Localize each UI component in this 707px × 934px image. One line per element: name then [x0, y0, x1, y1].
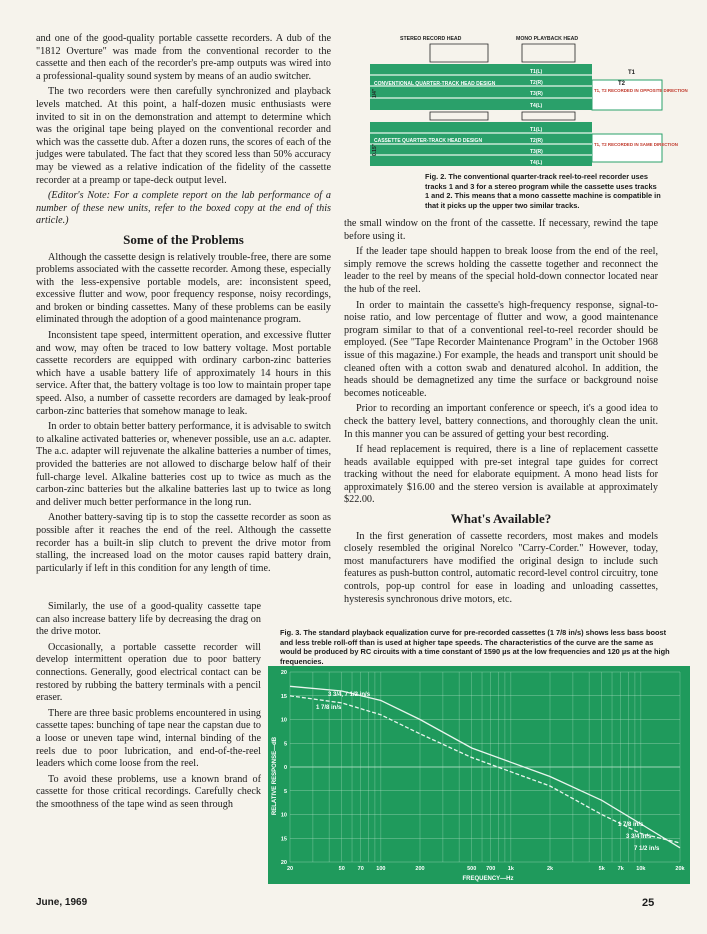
paragraph: Prior to recording an important conference or speech, it's a good idea to check the battery level, battery connections, and thoroughly clean the unit. In this manner you can be assured of getting your best recording. — [344, 403, 658, 440]
x-tick-label: 7k — [617, 866, 624, 872]
x-tick-label: 20k — [675, 866, 685, 872]
paragraph: In order to maintain the cassette's high-frequency response, signal-to-noise ratio, and low percentage of flutter and wow, a good maintenance program similar to that of a conventional reel-to-reel recorder should be employed. (See "Tape Recorder Maintenance Program" in the October 1968 issue of this magazine.) For example, the heads and transport unit should be cleaned often with a cotton swab and denatured alcohol. In addition, the heads should be demagnetized any time the surface or background noise becomes noticeable. — [344, 299, 658, 399]
x-tick-label: 200 — [415, 866, 425, 872]
x-axis-label: FREQUENCY—Hz — [462, 876, 514, 882]
track-label: T4(L) — [530, 160, 543, 166]
y-tick-label: 20 — [280, 670, 287, 676]
series-label: 1 7/8 in/s — [618, 822, 644, 828]
top-right-label: T1, T2 RECORDED IN OPPOSITE DIRECTION — [594, 88, 688, 93]
fig3-caption: Fig. 3. The standard playback equalization curve for pre-recorded cassettes (1 7/8 in/s) shows less bass boost and less treble roll-off than is used at higher tape speeds. The characteristics of the curve are the same as would be produced by RC circuits with a time constant of 1590 µs at the low frequencies and 120 µs at the high frequencies. — [280, 628, 670, 666]
paragraph: Occasionally, a portable cassette recorder will develop intermittent operation due to poor battery connections. Generally, good electrical contact can be restored by rubbing the battery terminals with a pencil eraser. — [36, 641, 261, 704]
dim-top: 1/4" — [372, 88, 378, 98]
series-label: 7 1/2 in/s — [634, 846, 660, 852]
paragraph: To avoid these problems, use a known brand of cassette for those critical recordings. Carefully check the smoothness of the tape wind as seen through — [36, 773, 261, 810]
y-tick-label: 10 — [280, 812, 287, 819]
paragraph: the small window on the front of the cassette. If necessary, rewind the tape before using it. — [344, 218, 658, 242]
paragraph: The two recorders were then carefully synchronized and playback levels matched. At this point, a half-dozen music enthusiasts were invited to sit in on the demonstration and attempt to determine which was the original tape being played on the conventional recorder and which was the cassette dub. After a dozen runs, the scores of each of the judges were tabulated. The fact that they scored less than 50% accuracy may be viewed as a relative indication of the fidelity of the cassette recorder at a preamp or tape-deck output level. — [36, 86, 331, 186]
paragraph: There are three basic problems encountered in using cassette tapes: bunching of tape near the capstan due to a loose or uneven tape wind, internal binding of the reels due to poor lubrication, and end-of-the-reel leaders which come loose from the reel. — [36, 707, 262, 770]
track-label: T4(L) — [530, 103, 543, 109]
paragraph: In order to obtain better battery performance, it is advisable to switch to alkaline activated batteries or, whenever possible, use an a.c. adapter. The a.c. adapter will rejuvenate the alkaline batteries a number of times, provided the batteries are not allowed to discharge below half of their full-charge level. Alkaline batteries cost up to twice as much as the carbon-zinc batteries but the alkaline batteries last up to twice as long and deliver much better performance in the long run. — [36, 421, 331, 508]
y-tick-label: 10 — [280, 717, 287, 724]
x-tick-label: 1k — [507, 866, 514, 872]
x-tick-label: 20 — [286, 866, 294, 872]
series-label: 3 3/4, 7 1/2 in/s — [328, 692, 371, 698]
section-heading: Some of the Problems — [123, 231, 244, 247]
track-label: T1(L) — [530, 127, 543, 133]
x-tick-label: 500 — [467, 866, 477, 872]
paragraph: If head replacement is required, there is a line of replacement cassette heads available equipped with pre-set integral tape guides for correct tracking without the need for elaborate equipment. A mono head lists for approximately $16.00 and the stereo version is available at approximately $22.00. — [344, 444, 658, 506]
track-label: T1(L) — [530, 69, 543, 75]
mono-head-label: MONO PLAYBACK HEAD — [516, 36, 579, 42]
paragraph: Inconsistent tape speed, intermittent operation, and excessive flutter and wow, may often be traced to low battery voltage. Most portable cassette recorders are equipped with ordinary carbon-zinc batteries which have a usable battery life of approximately 14 hours in this service. After that, the battery voltage is too low to maintain proper tape speed. Also, a number of cassette recorders are damaged by leak-proof carbon-zinc batteries that somehow manage to leak. — [36, 330, 331, 417]
editor-note: (Editor's Note: For a complete report on the lab performance of a number of these new units, refer to the boxed copy at the end of this article.) — [36, 190, 331, 227]
x-tick-label: 70 — [357, 866, 364, 872]
top-note-box — [592, 80, 662, 110]
bottom-note-box — [592, 134, 662, 162]
fig2-caption: Fig. 2. The conventional quarter-track reel-to-reel recorder uses tracks 1 and 3 for a stereo program while the cassette uses tracks 1 and 2. This means that a mono cassette machine is compatible in that it picks up the upper two similar tracks. — [425, 172, 661, 210]
stereo-head-label: STEREO RECORD HEAD — [400, 36, 462, 42]
y-tick-label: 5 — [283, 788, 287, 795]
paragraph: In the first generation of cassette recorders, most makes and models closely resembled the original Norelco "Carry-Corder." However, today, most manufacturers have modified the original design to include such features as push-button control, automatic record-level control circuitry, tone controls, pop-up control for ease in loading and unloading cassettes, hysteresis synchronous drive motors, etc. — [344, 530, 658, 605]
right-column — [344, 218, 658, 609]
paragraph: If the leader tape should happen to break loose from the end of the reel, simply remove the screws holding the cassette together and reconnect the leader to the reel by means of the special hold-down connector located near the hub of the reel. — [344, 246, 658, 295]
x-tick-label: 100 — [376, 866, 386, 872]
fig3-equalization-chart — [268, 666, 690, 884]
track-label: T3(R) — [530, 91, 543, 97]
x-tick-label: 2k — [546, 866, 554, 872]
conventional-panel — [370, 64, 592, 110]
page-number: 25 — [642, 897, 655, 909]
paragraph: Although the cassette design is relatively trouble-free, there are some problems associated with the cassette recorder. Among these, especially with the less-expensive portable models, are: inconsistent speed, excessive flutter and wow, poor frequency response, noisy recordings, and broken or binding cassettes. Many of these problems can be easily eliminated through the adoption of a good maintenance program. — [36, 251, 331, 326]
series-label: 3 3/4 in/s — [626, 834, 652, 840]
y-tick-label: 20 — [280, 860, 287, 866]
y-tick-label: 0 — [283, 765, 287, 771]
x-tick-label: 5k — [598, 866, 605, 872]
bottom-right-label: T1, T2 RECORDED IN SAME DIRECTION — [594, 142, 678, 147]
t2-label: T2 — [618, 81, 626, 87]
bottom-left-label: CASSETTE QUARTER-TRACK HEAD DESIGN — [374, 138, 483, 144]
y-tick-label: 15 — [280, 836, 287, 843]
y-tick-label: 15 — [280, 693, 287, 700]
left-column-narrow — [36, 601, 261, 815]
track-label: T2(R) — [530, 138, 543, 144]
y-axis-label: RELATIVE RESPONSE—dB — [272, 736, 278, 816]
track-label: T2(R) — [530, 80, 543, 86]
track-label: T3(R) — [530, 149, 543, 155]
chart-background — [268, 666, 690, 884]
paragraph: Similarly, the use of a good-quality cassette tape can also increase battery life by decreasing the drag on the drive motor. — [36, 601, 261, 638]
x-tick-label: 50 — [338, 866, 345, 872]
left-column — [36, 33, 331, 578]
top-left-label: CONVENTIONAL QUARTER-TRACK HEAD DESIGN — [374, 81, 496, 87]
y-tick-label: 5 — [283, 741, 287, 748]
fig2-head-diagram — [370, 32, 688, 170]
x-tick-label: 10k — [636, 866, 646, 872]
dim-bottom: 0.15" — [372, 143, 378, 156]
footer-date: June, 1969 — [36, 897, 88, 908]
series-label: 1 7/8 in/s — [316, 705, 342, 711]
x-tick-label: 700 — [486, 866, 496, 872]
paragraph: and one of the good-quality portable cassette recorders. A dub of the "1812 Overture" was made from the conventional recorder to the cassette and then each of the recorder's pre-amp outputs was wired into a professional-quality sound system by means of an audio switcher. — [36, 33, 331, 82]
section-heading: What's Available? — [450, 511, 552, 527]
t1-label: T1 — [628, 70, 636, 76]
paragraph: Another battery-saving tip is to stop the cassette recorder as soon as possible after it reaches the end of the reel. Although the cassette recorder has a built-in slip clutch to prevent the drive motor from stalling, the increased load on the motor causes rapid battery drain, particularly if left in this condition for any length of time. — [36, 512, 331, 574]
